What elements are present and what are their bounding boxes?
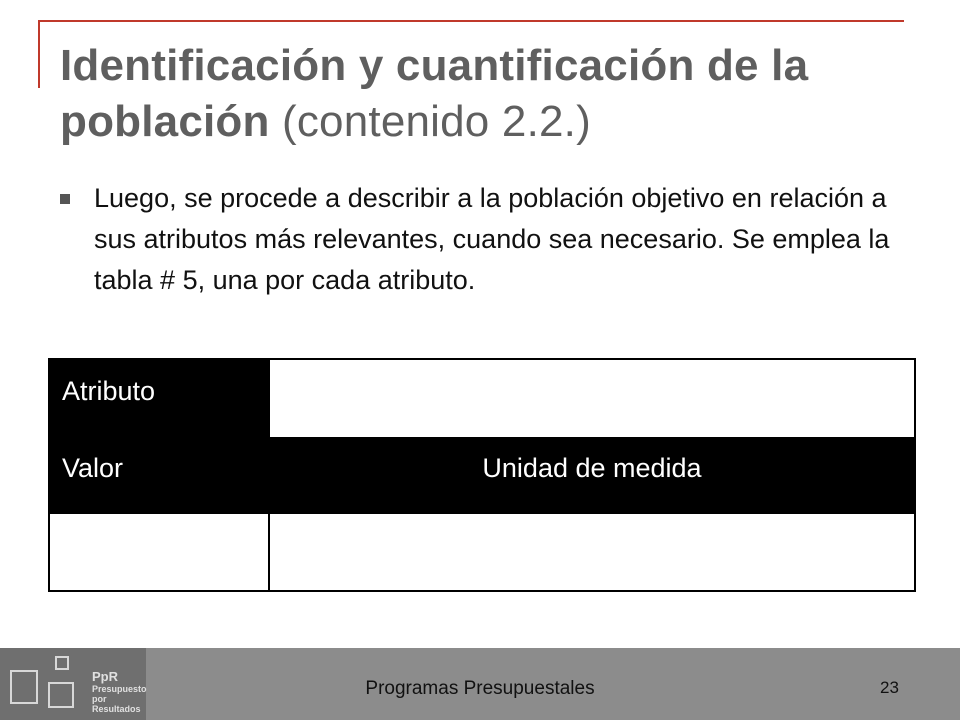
table-header-unidad: Unidad de medida: [482, 453, 702, 483]
logo-sub-text-1: Presupuesto: [92, 684, 147, 694]
logo-square-icon: [55, 656, 69, 670]
slide-title-bold: Identificación y cuantificación de la población: [60, 41, 809, 146]
decorative-left-line: [38, 20, 40, 88]
slide-title: [60, 38, 920, 150]
table-cell-attribute-value: [270, 360, 914, 437]
square-bullet-icon: [60, 194, 70, 204]
decorative-top-line: [38, 20, 904, 22]
table-cell-valor-empty: [50, 514, 270, 590]
attribute-table: [48, 358, 916, 592]
bullet-text: Luego, se procede a describir a la población objetivo en relación a sus atributos más relevantes, cuando sea necesario. Se emplea la tabla # 5, una por cada atributo.: [94, 183, 890, 295]
table-header-valor: Valor: [62, 453, 124, 483]
table-cell-attribute-label: Atributo: [50, 360, 270, 437]
page-number: 23: [880, 678, 899, 697]
bullet-item: [60, 178, 890, 301]
footer-bar: [0, 648, 960, 720]
slide-title-normal: (contenido 2.2.): [269, 97, 591, 146]
logo-sub-text-2: por Resultados: [92, 694, 141, 714]
footer-center-text: Programas Presupuestales: [365, 678, 595, 699]
logo-main-text: PpR: [92, 669, 118, 684]
table-cell-unidad-empty: [270, 514, 914, 590]
